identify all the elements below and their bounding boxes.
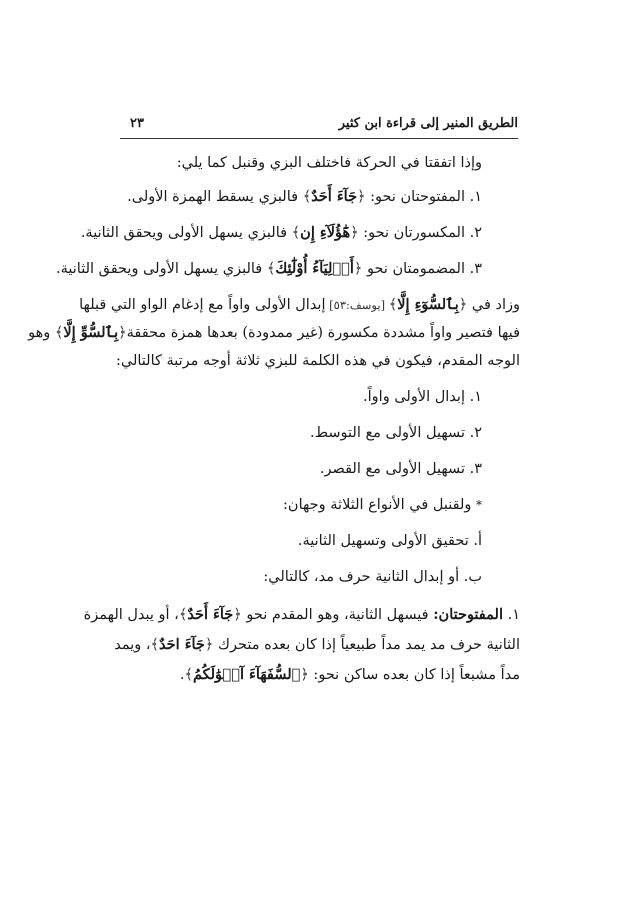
- quran-word: جَآءَ أَحَدٌ: [311, 188, 358, 205]
- quran-word: جَآءَ أَحَدٌ: [187, 606, 234, 623]
- running-header: [120, 112, 518, 139]
- list-item: ٣. تسهيل الأولى مع القصر.: [319, 461, 482, 477]
- verse-reference: [يوسف:٥٣]: [325, 298, 389, 312]
- rule-line-1: ١. المفتوحتان نحو: ﴿جَآءَ أَحَدٌ﴾ فالبزي يسقط الهمزة الأولى.: [127, 188, 482, 205]
- list-item: أ. تحقيق الأولى وتسهيل الثانية.: [297, 533, 482, 549]
- list-item: ٢. تسهيل الأولى مع التوسط.: [310, 425, 482, 441]
- paragraph-line: مداً مشبعاً إذا كان بعده ساكن نحو: ﴿ٱلسُّفَهَآءَ آمۡوَٰلَكُمُ﴾.: [179, 666, 520, 683]
- paragraph-line: الوجه المقدم، فيكون في هذه الكلمة للبزي ثلاثة أوجه مرتبة كالتالي:: [115, 353, 520, 369]
- paragraph-line: الثانية حرف مد يمد مداً طبيعياً إذا كان بعده متحرك ﴿جَآءَ احَدٌ﴾، ويمد: [114, 636, 520, 653]
- quran-word: جَآءَ احَدٌ: [159, 636, 205, 653]
- paragraph-line: ١. المفتوحتان: فيسهل الثانية، وهو المقدم نحو ﴿جَآءَ أَحَدٌ﴾، أو يبدل الهمزة: [83, 606, 520, 623]
- list-item: ١. إبدال الأولى واواً.: [363, 389, 482, 405]
- quran-word: بِٱلسُّوِّ إِلَّا: [63, 324, 119, 341]
- quran-word: ٱلسُّفَهَآءَ آمۡوَٰلَكُمُ: [192, 666, 301, 683]
- rule-line-2: ٢. المكسورتان نحو: ﴿هَٰٓؤُلَآءِ إِن﴾ فالبزي يسهل الأولى ويحقق الثانية.: [80, 224, 482, 241]
- qunbul-heading: * ولقنبل في الأنواع الثلاثة وجهان:: [283, 497, 482, 513]
- quran-word: بِٱلسُّوٓءِ إِلَّا: [397, 296, 459, 313]
- list-item: ب. أو إبدال الثانية حرف مد، كالتالي:: [263, 569, 482, 585]
- quran-word: أَوۡلِيَآءُ أُوْلَٰٓئِكَ: [275, 260, 354, 277]
- quran-word: هَٰٓؤُلَآءِ إِن: [300, 224, 351, 241]
- paragraph-line: فيها فتصير واواً مشددة مكسورة (غير ممدودة) بعدها همزة محققة﴿بِٱلسُّوِّ إِلَّا﴾ وهو: [28, 324, 520, 341]
- term-label: المفتوحتان:: [433, 606, 503, 623]
- intro-line: وإذا اتفقتا في الحركة فاختلف البزي وقنبل كما يلي:: [176, 155, 482, 171]
- book-title: الطريق المنير إلى قراءة ابن كثير: [338, 116, 518, 131]
- star-icon: *: [476, 498, 482, 512]
- rule-line-3: ٣. المضمومتان نحو ﴿أَوۡلِيَآءُ أُوْلَٰٓئِكَ﴾ فالبزي يسهل الأولى ويحقق الثانية.: [55, 260, 482, 277]
- paragraph-line: وزاد في ﴿بِٱلسُّوٓءِ إِلَّا﴾ [يوسف:٥٣] إبدال الأولى واواً مع إدغام الواو التي قبلها: [79, 296, 520, 313]
- page-number: ٢٣: [130, 116, 144, 131]
